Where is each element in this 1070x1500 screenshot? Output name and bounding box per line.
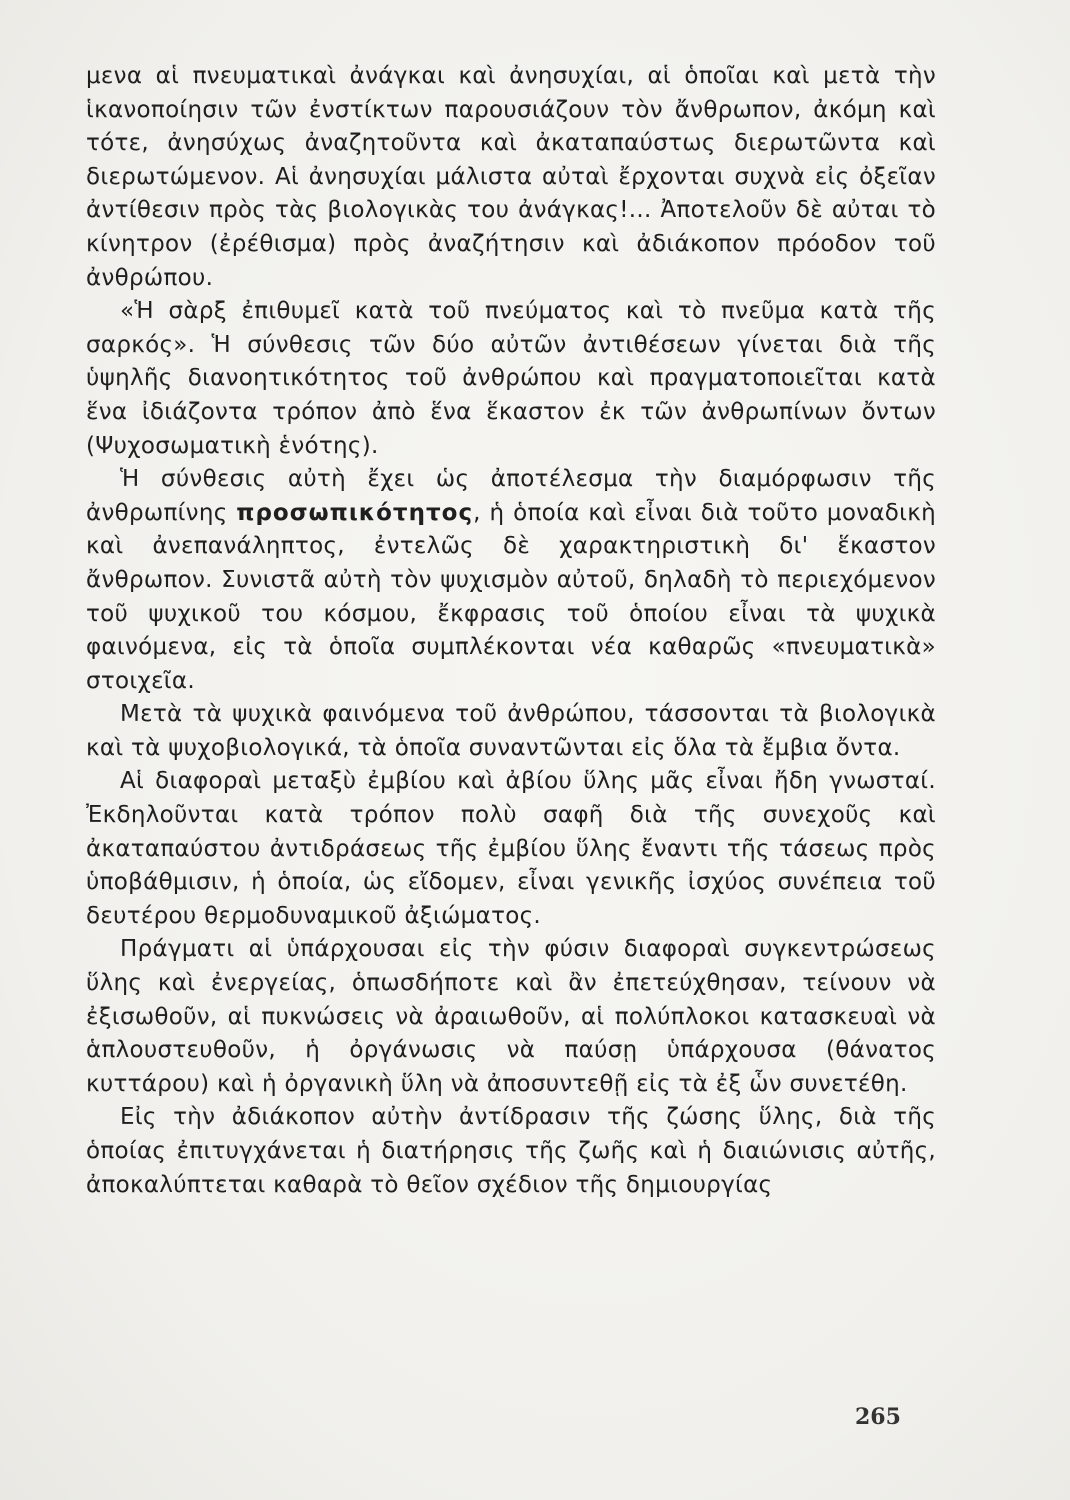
paragraph-4: Μετὰ τὰ ψυχικὰ φαινόμενα τοῦ ἀνθρώπου, τάσσονται τὰ βιολογικὰ καὶ τὰ ψυχοβιολογικά, τὰ ὁποῖα συναντῶνται εἰς ὅλα τὰ ἔμβια ὄντα. (86, 701, 936, 761)
emphasized-term: προσωπικότητος (236, 499, 474, 526)
paragraph-3-end: , ἡ ὁποία καὶ εἶναι διὰ τοῦτο μοναδικὴ καὶ ἀνεπανάληπτος, ἐντελῶς δὲ χαρακτηριστικὴ δι' ἕκαστον ἄνθρωπον. Συνιστᾶ αὐτὴ τὸν ψυχισμὸν αὐτοῦ, δηλαδὴ τὸ περιεχόμενον τοῦ ψυχικοῦ του κόσμου, ἔκφρασις τοῦ ὁποίου εἶναι τὰ ψυχικὰ φαινόμενα, εἰς τὰ ὁποῖα συμπλέκονται νέα καθαρῶς «πνευματικὰ» στοιχεῖα. (86, 499, 936, 694)
paragraph-3-start: Ἡ σύνθεσις αὐτὴ ἔχει ὡς ἀποτέλεσμα τὴν διαμόρφωσιν τῆς ἀνθρωπίνης (86, 466, 936, 526)
paragraph-5: Αἱ διαφοραὶ μεταξὺ ἐμβίου καὶ ἀβίου ὕλης μᾶς εἶναι ἤδη γνωσταί. Ἐκδηλοῦνται κατὰ τρόπον πολὺ σαφῆ διὰ τῆς συνεχοῦς καὶ ἀκαταπαύστου ἀντιδράσεως τῆς ἐμβίου ὕλης ἔναντι τῆς τάσεως πρὸς ὑποβάθμισιν, ἡ ὁποία, ὡς εἴδομεν, εἶναι γενικῆς ἰσχύος συνέπεια τοῦ δευτέρου θερμοδυναμικοῦ ἀξιώματος. (86, 768, 936, 929)
paragraph-7: Εἰς τὴν ἀδιάκοπον αὐτὴν ἀντίδρασιν τῆς ζώσης ὕλης, διὰ τῆς ὁποίας ἐπιτυγχάνεται ἡ διατήρησις τῆς ζωῆς καὶ ἡ διαιώνισις αὐτῆς, ἀποκαλύπτεται καθαρὰ τὸ θεῖον σχέδιον τῆς δημιουργίας (86, 1104, 936, 1198)
body-text (86, 60, 936, 1202)
paragraph-2: «Ἡ σὰρξ ἐπιθυμεῖ κατὰ τοῦ πνεύματος καὶ τὸ πνεῦμα κατὰ τῆς σαρκός». Ἡ σύνθεσις τῶν δύο αὐτῶν ἀντιθέσεων γίνεται διὰ τῆς ὑψηλῆς διανοητικότητος τοῦ ἀνθρώπου καὶ πραγματοποιεῖται κατὰ ἕνα ἰδιάζοντα τρόπον ἀπὸ ἕνα ἕκαστον ἐκ τῶν ἀνθρωπίνων ὄντων (Ψυχοσωματικὴ ἑνότης). (86, 298, 936, 459)
paragraph-1: μενα αἱ πνευματικαὶ ἀνάγκαι καὶ ἀνησυχίαι, αἱ ὁποῖαι καὶ μετὰ τὴν ἱκανοποίησιν τῶν ἐνστίκτων παρουσιάζουν τὸν ἄνθρωπον, ἀκόμη καὶ τότε, ἀνησύχως ἀναζητοῦντα καὶ ἀκαταπαύστως διερωτῶντα καὶ διερωτώμενον. Αἱ ἀνησυχίαι μάλιστα αὐταὶ ἔρχονται συχνὰ εἰς ὀξεῖαν ἀντίθεσιν πρὸς τὰς βιολογικὰς του ἀνάγκας!... Ἀποτελοῦν δὲ αὐται τὸ κίνητρον (ἐρέθισμα) πρὸς ἀναζήτησιν καὶ ἀδιάκοπον πρόοδον τοῦ ἀνθρώπου. (86, 63, 936, 291)
paragraph-6: Πράγματι αἱ ὑπάρχουσαι εἰς τὴν φύσιν διαφοραὶ συγκεντρώσεως ὕλης καὶ ἐνεργείας, ὁπωσδήποτε καὶ ἂν ἐπετεύχθησαν, τείνουν νὰ ἐξισωθοῦν, αἱ πυκνώσεις νὰ ἀραιωθοῦν, αἱ πολύπλοκοι κατασκευαὶ νὰ ἁπλουστευθοῦν, ἡ ὀργάνωσις νὰ παύσῃ ὑπάρχουσα (θάνατος κυττάρου) καὶ ἡ ὀργανικὴ ὕλη νὰ ἀποσυντεθῇ εἰς τὰ ἐξ ὧν συνετέθη. (86, 936, 936, 1097)
paragraph-3 (86, 463, 936, 698)
page-number: 265 (855, 1404, 901, 1430)
